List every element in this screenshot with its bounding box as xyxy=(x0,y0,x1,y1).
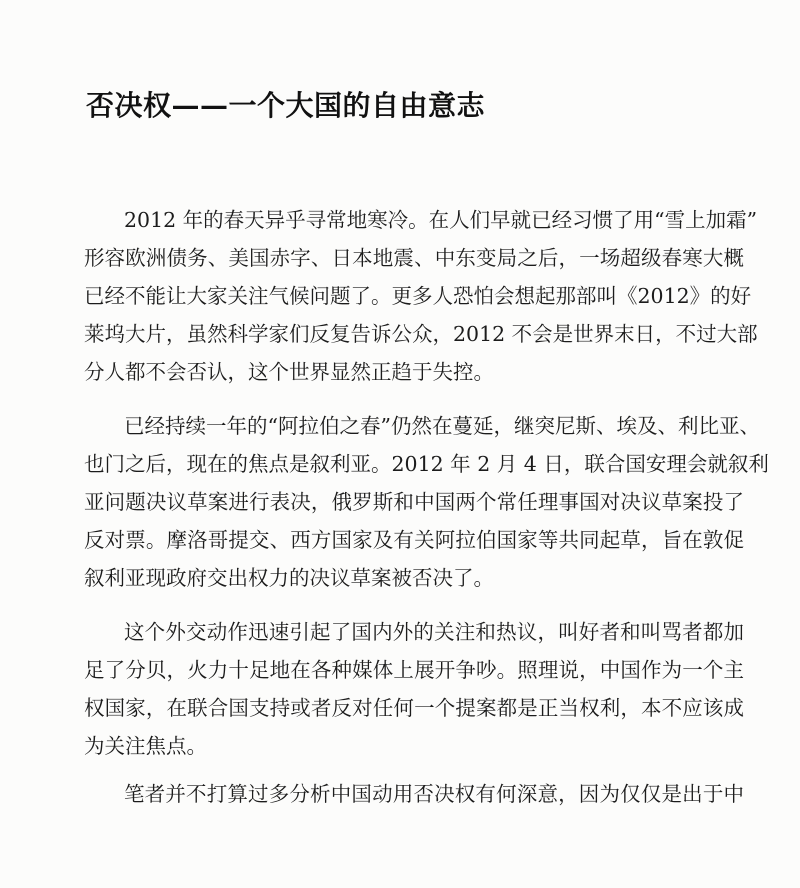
paragraph-line: 足了分贝，火力十足地在各种媒体上展开争吵。照理说，中国作为一个主 xyxy=(84,658,744,682)
paragraph-line: 2012 年的春天异乎寻常地寒冷。在人们早就已经习惯了用“雪上加霜” xyxy=(124,208,758,232)
paragraph-line: 分人都不会否认，这个世界显然正趋于失控。 xyxy=(84,360,494,384)
paragraph-line: 为关注焦点。 xyxy=(84,734,207,758)
paragraph-line: 笔者并不打算过多分析中国动用否决权有何深意，因为仅仅是出于中 xyxy=(124,782,744,806)
paragraph-4 xyxy=(84,775,744,813)
paragraph-line: 亚问题决议草案进行表决，俄罗斯和中国两个常任理事国对决议草案投了 xyxy=(84,490,744,514)
paragraph-line: 也门之后，现在的焦点是叙利亚。2012 年 2 月 4 日，联合国安理会就叙利 xyxy=(84,452,769,476)
paragraph-line: 反对票。摩洛哥提交、西方国家及有关阿拉伯国家等共同起草，旨在敦促 xyxy=(84,528,744,552)
paragraph-1 xyxy=(84,201,758,391)
chapter-title: 否决权——一个大国的自由意志 xyxy=(86,89,486,122)
paragraph-line: 莱坞大片，虽然科学家们反复告诉公众，2012 不会是世界末日，不过大部 xyxy=(84,322,758,346)
paragraph-3 xyxy=(84,613,744,765)
paragraph-2 xyxy=(84,407,769,597)
paragraph-line: 权国家，在联合国支持或者反对任何一个提案都是正当权利，本不应该成 xyxy=(84,696,744,720)
paragraph-line: 已经不能让大家关注气候问题了。更多人恐怕会想起那部叫《2012》的好 xyxy=(84,284,752,308)
paragraph-line: 形容欧洲债务、美国赤字、日本地震、中东变局之后，一场超级春寒大概 xyxy=(84,246,744,270)
paragraph-line: 已经持续一年的“阿拉伯之春”仍然在蔓延，继突尼斯、埃及、利比亚、 xyxy=(124,414,760,438)
paragraph-line: 这个外交动作迅速引起了国内外的关注和热议，叫好者和叫骂者都加 xyxy=(124,620,744,644)
paragraph-line: 叙利亚现政府交出权力的决议草案被否决了。 xyxy=(84,566,494,590)
